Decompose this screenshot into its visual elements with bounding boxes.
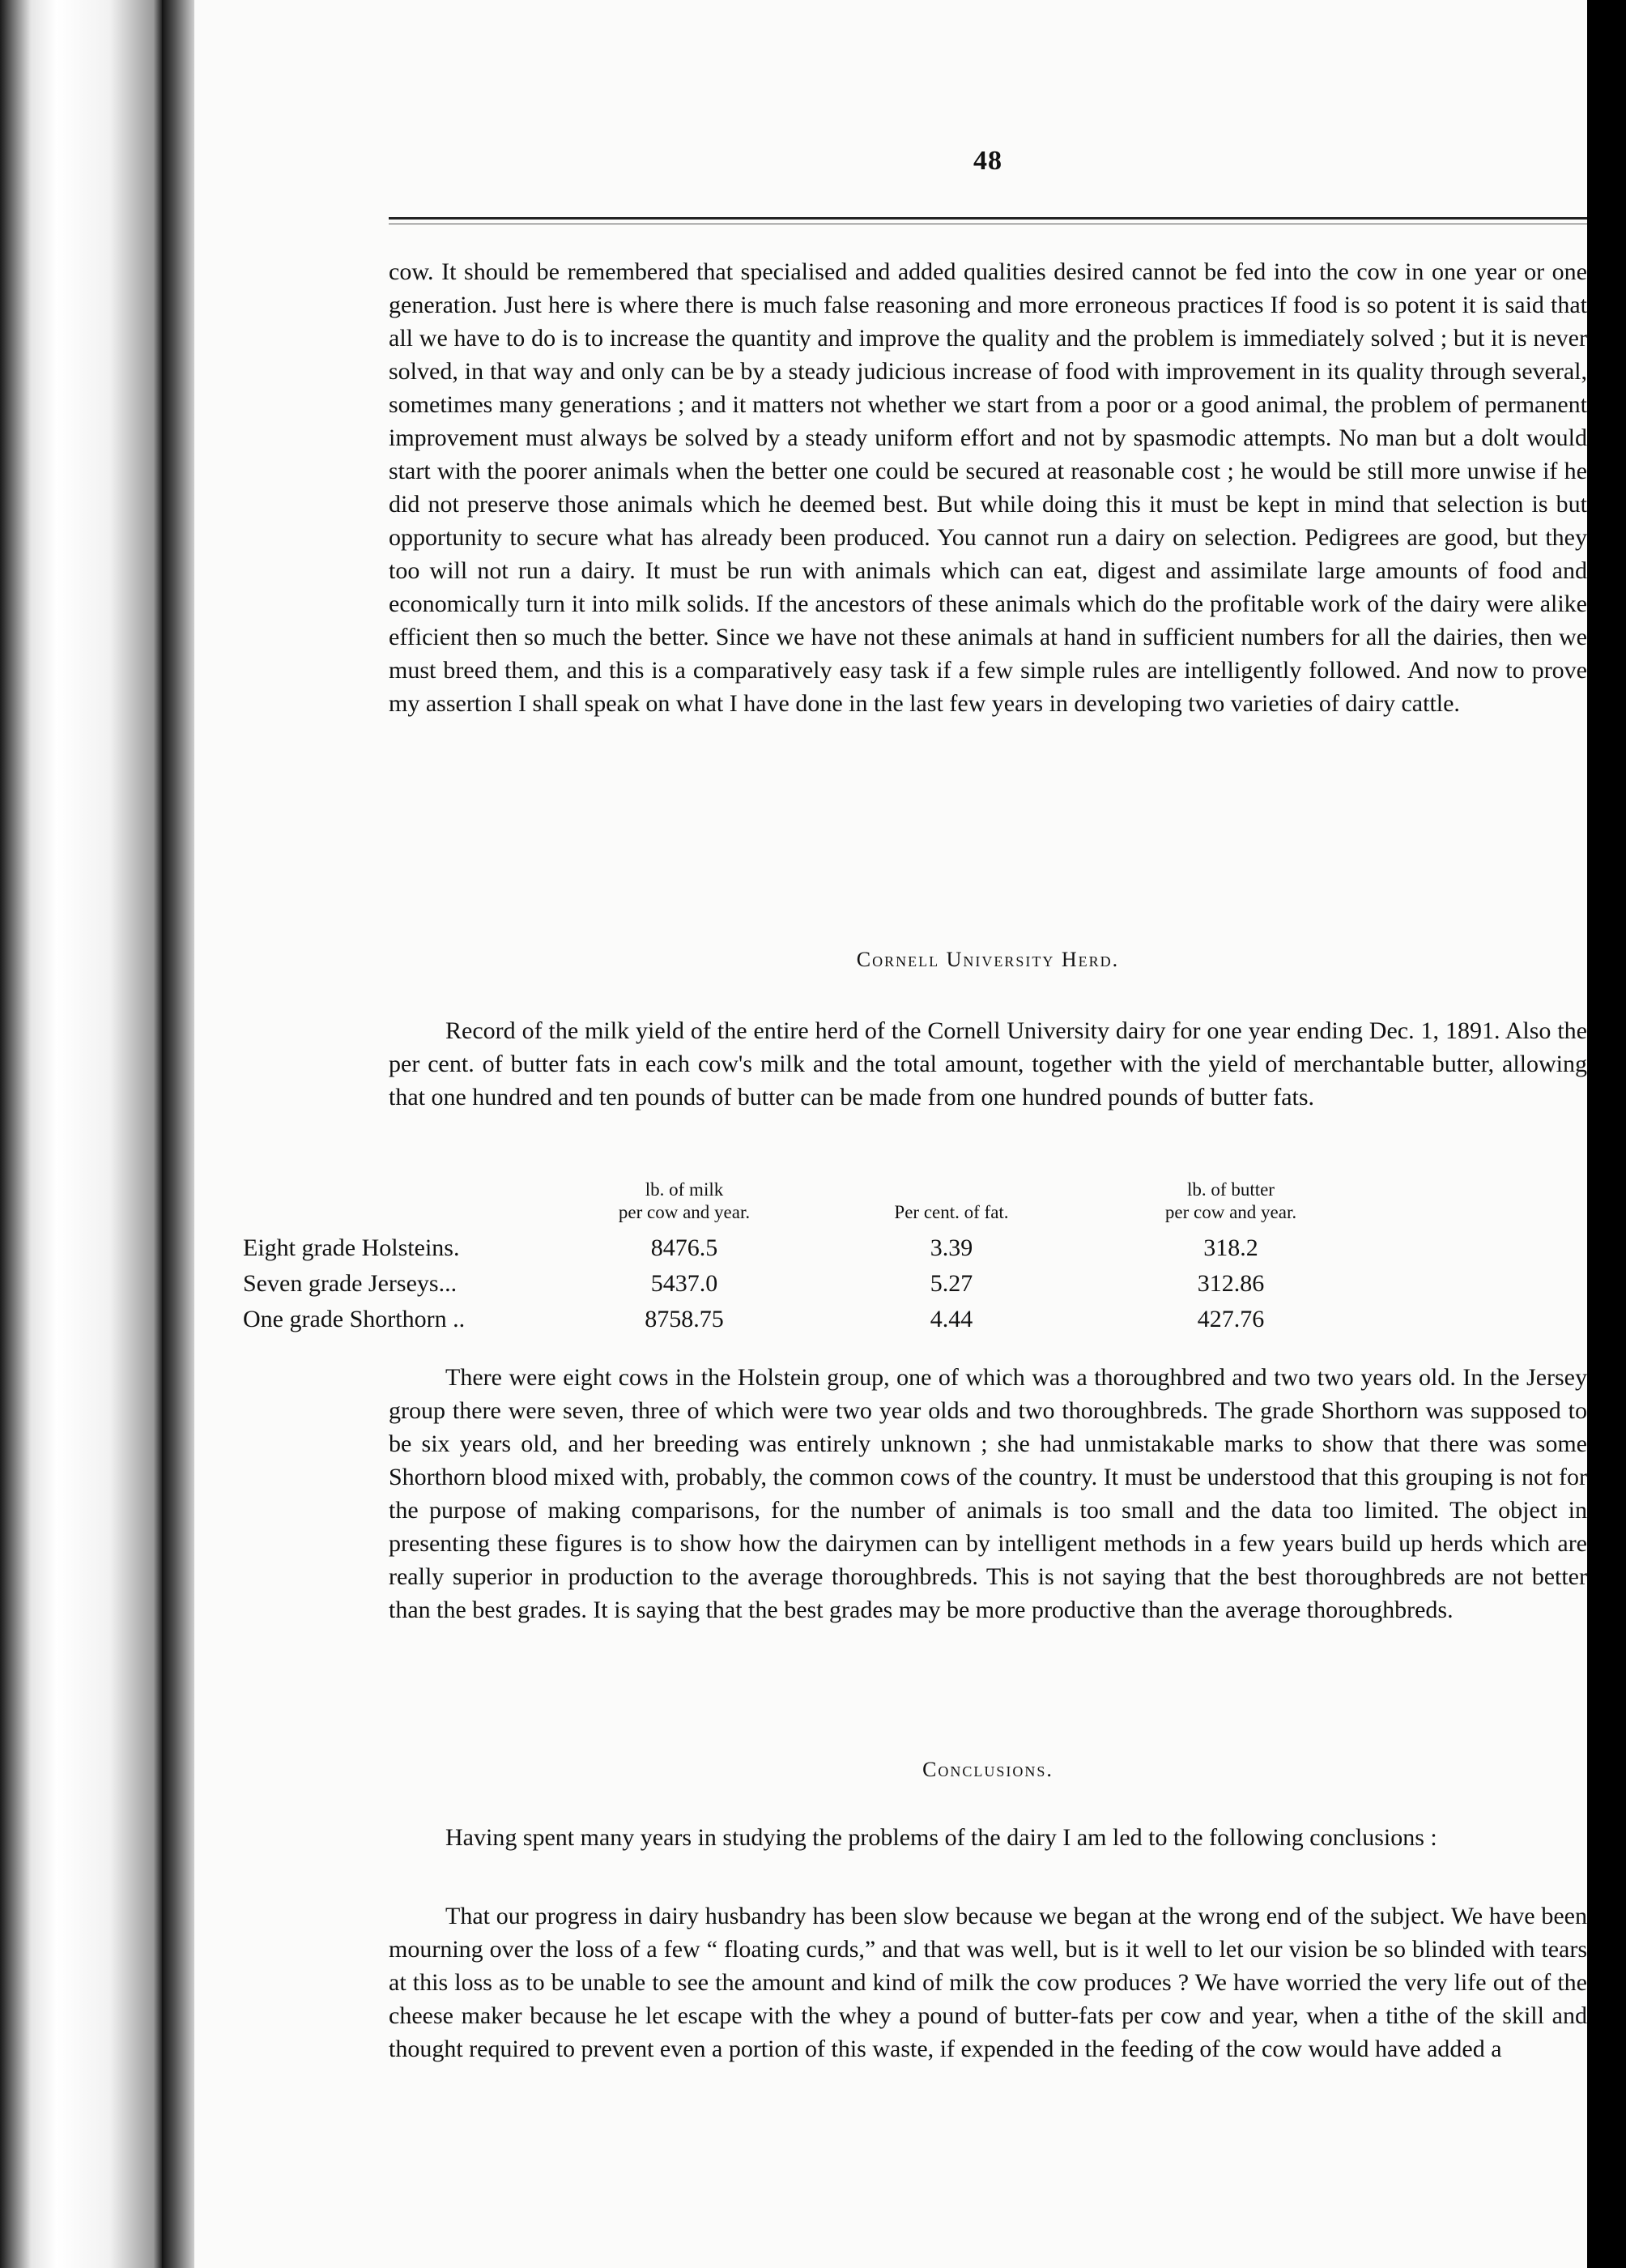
header-butter-line2: per cow and year. <box>1164 1202 1297 1222</box>
row-milk: 5437.0 <box>650 1270 718 1297</box>
row-milk: 8476.5 <box>650 1234 718 1261</box>
row-butter: 318.2 <box>1203 1234 1258 1261</box>
row-butter: 312.86 <box>1197 1270 1265 1297</box>
paragraph-feeding <box>389 255 1587 720</box>
row-fat: 4.44 <box>930 1306 973 1332</box>
book-gutter <box>57 0 162 2268</box>
book-spine-shadow <box>162 0 194 2268</box>
table-header-butter <box>1085 1179 1377 1230</box>
table-header-milk <box>551 1179 818 1230</box>
paragraph-text: Having spent many years in studying the problems of the dairy I am led to the following conclusions : <box>445 1824 1437 1851</box>
milk-yield-table <box>243 1179 1377 1337</box>
row-fat: 5.27 <box>930 1270 973 1297</box>
paragraph-groups <box>389 1361 1587 1626</box>
row-fat: 3.39 <box>930 1234 973 1261</box>
row-butter: 427.76 <box>1197 1306 1265 1332</box>
paragraph-text: cow. It should be remembered that specialised and added qualities desired cannot be fed into the cow in one year or one generation. Just here is where there is much false reasoning and more erroneous practices If food is so potent it is said that all we have to do is to increase the quantity and improve the quality and the problem is immediately solved ; but it is never solved, in that way and only can be by a steady judicious increase of food with improvement in its quality through several, sometimes many generations ; and it matters not whether we start from a poor or a good animal, the problem of permanent improvement must always be solved by a steady uniform effort and not by spasmodic attempts. No man but a dolt would start with the poorer animals when the better one could be secured at reasonable cost ; he would be still more unwise if he did not preserve those animals which he deemed best. But while doing this it must be kept in mind that selection is but opportunity to secure what has already been produced. You cannot run a dairy on selection. Pedigrees are good, but they too will not run a dairy. It must be run with animals which can eat, digest and assimilate large amounts of food and economically turn it into milk solids. If the ancestors of these animals which do the profitable work of the dairy were alike efficient then so much the better. Since we have not these animals at hand in sufficient numbers for all the dairies, then we must breed them, and this is a comparatively easy task if a few simple rules are intelligently followed. And now to prove my assertion I shall speak on what I have done in the last few years in developing two varieties of dairy cattle. <box>389 258 1587 717</box>
paragraph-intro-conclusions <box>389 1821 1587 1854</box>
paragraph-text: That our progress in dairy husbandry has been slow because we began at the wrong end of the subject. We have been mourning over the loss of a few “ floating curds,” and that was well, but is it well to let our vision be so blinded with tears at this loss as to be unable to see the amount and kind of milk the cow produces ? We have worried the very life out of the cheese maker because he let escape with the whey a pound of butter-fats per cow and year, when a tithe of the skill and thought required to prevent even a portion of this waste, if expended in the feeding of the cow would have added a <box>389 1903 1587 2062</box>
paragraph-text: Record of the milk yield of the entire herd of the Cornell University dairy for one year ending Dec. 1, 1891. Also the per cent. of butter fats in each cow's milk and the total amount, together with the yield of merchantable butter, allowing that one hundred and ten pounds of butter can be made from one hundred pounds of butter fats. <box>389 1017 1587 1111</box>
page-sheet <box>194 0 1587 2268</box>
table-row <box>243 1302 1377 1337</box>
section-heading-herd: Cornell University Herd. <box>856 948 1120 971</box>
table-row <box>243 1230 1377 1266</box>
row-label: Eight grade Holsteins. <box>243 1234 460 1261</box>
paragraph-progress <box>389 1899 1587 2066</box>
header-butter-line1: lb. of butter <box>1187 1179 1275 1200</box>
header-rule <box>389 217 1587 220</box>
paragraph-text: There were eight cows in the Holstein group, one of which was a thoroughbred and two two years old. In the Jersey group there were seven, three of which were two year olds and two thoroughbreds. The grade Shorthorn was supposed to be six years old, and her breeding was entirely unknown ; she had unmistakable marks to show that there was some Shorthorn blood mixed with, probably, the common cows of the country. It must be understood that this grouping is not for the purpose of making comparisons, for the number of animals is too small and the data too limited. The object in presenting these figures is to show how the dairymen can by intelligent methods in a few years build up herds which are really superior in production to the average thoroughbreds. This is not saying that the best thoroughbreds are not better than the best grades. It is saying that the best grades may be more productive than the average thoroughbreds. <box>389 1364 1587 1623</box>
row-label: One grade Shorthorn .. <box>243 1306 466 1332</box>
header-milk-line2: per cow and year. <box>618 1202 751 1222</box>
section-heading-conclusions: Conclusions. <box>922 1758 1053 1781</box>
header-milk-line1: lb. of milk <box>645 1179 724 1200</box>
table-header-fat: Per cent. of fat. <box>894 1202 1009 1222</box>
row-label: Seven grade Jerseys... <box>243 1270 458 1297</box>
table-header-empty <box>243 1179 551 1230</box>
paragraph-record <box>389 1014 1587 1114</box>
table-header-row <box>243 1179 1377 1230</box>
book-binding-edge <box>0 0 57 2268</box>
row-milk: 8758.75 <box>645 1306 724 1332</box>
table-row <box>243 1266 1377 1302</box>
page-number: 48 <box>973 146 1002 176</box>
scan-right-edge <box>1587 0 1626 2268</box>
